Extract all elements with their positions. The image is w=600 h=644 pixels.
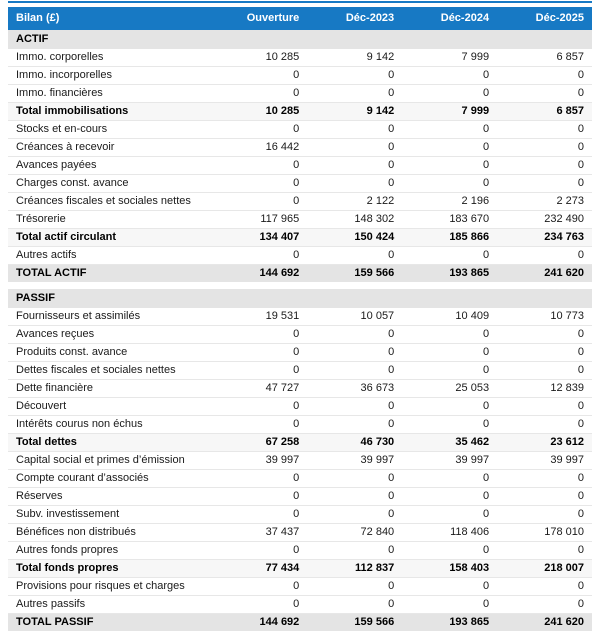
row-value: 0 (497, 175, 592, 193)
row-label: Provisions pour risques et charges (8, 578, 212, 596)
row-value: 0 (307, 344, 402, 362)
row-value: 0 (212, 326, 307, 344)
row-value: 39 997 (307, 452, 402, 470)
row-label: TOTAL PASSIF (8, 614, 212, 632)
row-value: 0 (307, 398, 402, 416)
row-value: 9 142 (307, 49, 402, 67)
table-row-avances-payees (8, 157, 592, 175)
row-value: 77 434 (212, 560, 307, 578)
row-value: 39 997 (212, 452, 307, 470)
section-title: PASSIF (8, 289, 592, 308)
row-value: 0 (212, 175, 307, 193)
row-value: 112 837 (307, 560, 402, 578)
row-value: 25 053 (402, 380, 497, 398)
row-value: 46 730 (307, 434, 402, 452)
table-body (8, 30, 592, 631)
row-value: 0 (212, 193, 307, 211)
row-value: 0 (307, 121, 402, 139)
row-value: 0 (402, 139, 497, 157)
row-value: 9 142 (307, 103, 402, 121)
row-value: 0 (212, 157, 307, 175)
row-value: 0 (212, 542, 307, 560)
row-value: 0 (497, 362, 592, 380)
row-value: 0 (307, 247, 402, 265)
row-value: 158 403 (402, 560, 497, 578)
row-value: 37 437 (212, 524, 307, 542)
row-value: 118 406 (402, 524, 497, 542)
row-value: 0 (497, 470, 592, 488)
row-value: 0 (402, 247, 497, 265)
row-value: 6 857 (497, 49, 592, 67)
table-row-total-actif (8, 265, 592, 283)
row-value: 0 (497, 121, 592, 139)
row-label: Intérêts courus non échus (8, 416, 212, 434)
row-value: 0 (212, 488, 307, 506)
row-value: 117 965 (212, 211, 307, 229)
row-label: TOTAL ACTIF (8, 265, 212, 283)
row-value: 0 (497, 85, 592, 103)
row-value: 72 840 (307, 524, 402, 542)
row-value: 0 (307, 85, 402, 103)
row-value: 0 (212, 67, 307, 85)
row-value: 0 (497, 578, 592, 596)
section-header-passif (8, 289, 592, 308)
table-row-total-dettes (8, 434, 592, 452)
row-value: 0 (497, 247, 592, 265)
row-label: Créances fiscales et sociales nettes (8, 193, 212, 211)
table-row-immo-incorporelles (8, 67, 592, 85)
table-row-provisions-pour-risques-et-charges (8, 578, 592, 596)
row-value: 0 (307, 362, 402, 380)
row-value: 193 865 (402, 265, 497, 283)
row-value: 23 612 (497, 434, 592, 452)
table-header-row (8, 7, 592, 30)
row-label: Compte courant d’associés (8, 470, 212, 488)
row-value: 0 (497, 416, 592, 434)
row-label: Immo. corporelles (8, 49, 212, 67)
table-row-total-immobilisations (8, 103, 592, 121)
row-label: Avances payées (8, 157, 212, 175)
table-row-produits-const-avance (8, 344, 592, 362)
row-value: 0 (497, 542, 592, 560)
table-row-fournisseurs-et-assimiles (8, 308, 592, 326)
row-label: Total fonds propres (8, 560, 212, 578)
row-label: Trésorerie (8, 211, 212, 229)
row-value: 0 (402, 344, 497, 362)
row-value: 47 727 (212, 380, 307, 398)
table-row-total-fonds-propres (8, 560, 592, 578)
table-row-interets-courus-non-echus (8, 416, 592, 434)
row-label: Subv. investissement (8, 506, 212, 524)
row-value: 10 285 (212, 103, 307, 121)
table-row-autres-fonds-propres (8, 542, 592, 560)
table-row-compte-courant-d-associes (8, 470, 592, 488)
row-value: 159 566 (307, 614, 402, 632)
row-label: Immo. financières (8, 85, 212, 103)
row-value: 0 (307, 470, 402, 488)
row-value: 241 620 (497, 265, 592, 283)
row-value: 19 531 (212, 308, 307, 326)
row-label: Capital social et primes d’émission (8, 452, 212, 470)
row-value: 0 (307, 139, 402, 157)
row-value: 12 839 (497, 380, 592, 398)
section-header-actif (8, 30, 592, 49)
row-value: 0 (497, 326, 592, 344)
table-row-dettes-fiscales-et-sociales-nettes (8, 362, 592, 380)
section-title: ACTIF (8, 30, 592, 49)
row-value: 0 (212, 398, 307, 416)
table-row-avances-recues (8, 326, 592, 344)
row-label: Total dettes (8, 434, 212, 452)
table-row-stocks-et-en-cours (8, 121, 592, 139)
balance-sheet-table (8, 7, 592, 631)
row-value: 0 (402, 596, 497, 614)
row-value: 6 857 (497, 103, 592, 121)
row-value: 0 (212, 344, 307, 362)
row-value: 144 692 (212, 614, 307, 632)
row-label: Dette financière (8, 380, 212, 398)
table-row-immo-financieres (8, 85, 592, 103)
row-value: 0 (402, 175, 497, 193)
row-value: 0 (212, 85, 307, 103)
row-value: 0 (402, 470, 497, 488)
row-value: 39 997 (402, 452, 497, 470)
row-value: 0 (402, 67, 497, 85)
row-value: 0 (212, 506, 307, 524)
row-value: 39 997 (497, 452, 592, 470)
row-value: 0 (497, 139, 592, 157)
row-label: Immo. incorporelles (8, 67, 212, 85)
row-value: 0 (307, 67, 402, 85)
row-label: Charges const. avance (8, 175, 212, 193)
row-value: 234 763 (497, 229, 592, 247)
row-label: Réserves (8, 488, 212, 506)
table-row-tresorerie (8, 211, 592, 229)
row-value: 0 (497, 398, 592, 416)
table-row-creances-a-recevoir (8, 139, 592, 157)
row-value: 193 865 (402, 614, 497, 632)
row-label: Autres actifs (8, 247, 212, 265)
row-value: 16 442 (212, 139, 307, 157)
column-header-dec-2023: Déc-2023 (307, 7, 402, 30)
row-value: 2 273 (497, 193, 592, 211)
column-header-dec-2024: Déc-2024 (402, 7, 497, 30)
row-value: 134 407 (212, 229, 307, 247)
row-label: Découvert (8, 398, 212, 416)
row-value: 0 (212, 596, 307, 614)
row-value: 148 302 (307, 211, 402, 229)
row-label: Dettes fiscales et sociales nettes (8, 362, 212, 380)
row-value: 2 122 (307, 193, 402, 211)
row-value: 7 999 (402, 103, 497, 121)
row-value: 0 (402, 362, 497, 380)
table-row-benefices-non-distribues (8, 524, 592, 542)
row-value: 241 620 (497, 614, 592, 632)
row-label: Autres fonds propres (8, 542, 212, 560)
table-row-reserves (8, 488, 592, 506)
row-value: 0 (402, 326, 497, 344)
row-value: 0 (497, 488, 592, 506)
row-label: Avances reçues (8, 326, 212, 344)
table-row-total-actif-circulant (8, 229, 592, 247)
row-value: 0 (212, 121, 307, 139)
row-value: 232 490 (497, 211, 592, 229)
row-value: 10 409 (402, 308, 497, 326)
row-value: 0 (497, 506, 592, 524)
row-label: Total immobilisations (8, 103, 212, 121)
row-value: 0 (402, 398, 497, 416)
row-value: 0 (497, 344, 592, 362)
row-value: 159 566 (307, 265, 402, 283)
row-value: 36 673 (307, 380, 402, 398)
row-value: 0 (307, 542, 402, 560)
table-row-immo-corporelles (8, 49, 592, 67)
row-value: 0 (402, 506, 497, 524)
row-value: 7 999 (402, 49, 497, 67)
row-value: 0 (212, 416, 307, 434)
table-row-creances-fiscales-et-sociales-nettes (8, 193, 592, 211)
row-value: 218 007 (497, 560, 592, 578)
row-value: 0 (402, 542, 497, 560)
row-value: 0 (402, 121, 497, 139)
row-value: 0 (307, 416, 402, 434)
row-value: 0 (497, 157, 592, 175)
row-value: 144 692 (212, 265, 307, 283)
row-value: 0 (307, 326, 402, 344)
row-label: Créances à recevoir (8, 139, 212, 157)
row-label: Stocks et en-cours (8, 121, 212, 139)
row-label: Produits const. avance (8, 344, 212, 362)
row-value: 2 196 (402, 193, 497, 211)
row-label: Bénéfices non distribués (8, 524, 212, 542)
row-value: 35 462 (402, 434, 497, 452)
row-value: 0 (402, 488, 497, 506)
row-value: 0 (307, 578, 402, 596)
row-value: 0 (307, 596, 402, 614)
row-value: 0 (402, 416, 497, 434)
table-row-total-passif (8, 614, 592, 632)
table-title: Bilan (£) (8, 7, 212, 30)
row-value: 183 670 (402, 211, 497, 229)
row-value: 0 (212, 362, 307, 380)
row-label: Autres passifs (8, 596, 212, 614)
row-value: 10 285 (212, 49, 307, 67)
row-value: 0 (497, 596, 592, 614)
row-value: 0 (212, 247, 307, 265)
row-value: 10 773 (497, 308, 592, 326)
section-spacer (8, 282, 592, 289)
row-value: 0 (402, 157, 497, 175)
table-row-autres-passifs (8, 596, 592, 614)
row-value: 178 010 (497, 524, 592, 542)
row-value: 0 (497, 67, 592, 85)
row-value: 0 (402, 578, 497, 596)
top-divider-line (8, 1, 592, 3)
column-header-dec-2025: Déc-2025 (497, 7, 592, 30)
table-row-capital-social-et-primes-d-emission (8, 452, 592, 470)
table-row-decouvert (8, 398, 592, 416)
row-label: Fournisseurs et assimilés (8, 308, 212, 326)
row-value: 10 057 (307, 308, 402, 326)
table-row-charges-const-avance (8, 175, 592, 193)
row-value: 67 258 (212, 434, 307, 452)
row-value: 0 (402, 85, 497, 103)
row-label: Total actif circulant (8, 229, 212, 247)
table-row-subv-investissement (8, 506, 592, 524)
row-value: 0 (307, 488, 402, 506)
row-value: 150 424 (307, 229, 402, 247)
row-value: 0 (212, 470, 307, 488)
table-row-autres-actifs (8, 247, 592, 265)
table-row-dette-financiere (8, 380, 592, 398)
row-value: 0 (307, 157, 402, 175)
row-value: 185 866 (402, 229, 497, 247)
row-value: 0 (307, 175, 402, 193)
row-value: 0 (212, 578, 307, 596)
row-value: 0 (307, 506, 402, 524)
column-header-ouverture: Ouverture (212, 7, 307, 30)
